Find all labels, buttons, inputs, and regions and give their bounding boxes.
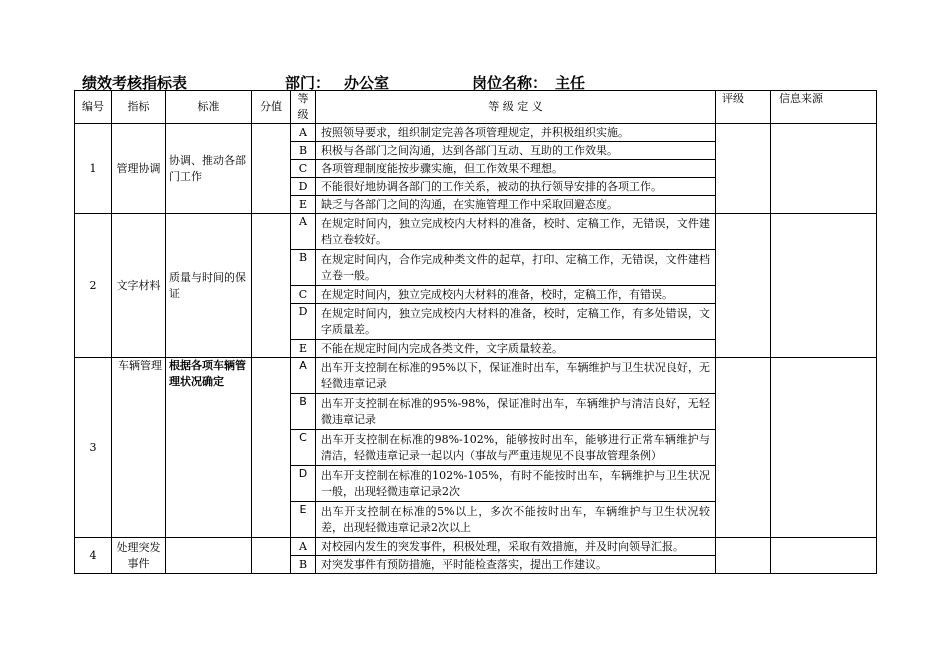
grade-cell: A <box>291 358 316 394</box>
grade-definition: 出车开支控制在标准的5%以上，多次不能按时出车，车辆维护与卫生状况较差，出现轻微违章记录2次以上 <box>316 502 716 538</box>
grade-definition: 出车开支控制在标准的102%-105%，有时不能按时出车，车辆维护与卫生状况一般，出现轻微违章记录2次 <box>316 466 716 502</box>
col-header-id: 编号 <box>75 91 112 124</box>
row-rating <box>716 214 771 358</box>
row-indicator: 管理协调 <box>112 124 166 214</box>
position-label: 岗位名称： <box>472 74 548 92</box>
grade-cell: C <box>291 430 316 466</box>
row-rating <box>716 538 771 574</box>
row-source <box>771 124 877 214</box>
grade-cell: B <box>291 394 316 430</box>
grade-definition: 在规定时间内，合作完成种类文件的起草，打印、定稿工作，无错误，文件建档立卷一般。 <box>316 250 716 286</box>
grade-cell: A <box>291 214 316 250</box>
row-score <box>252 358 291 538</box>
grade-cell: A <box>291 124 316 142</box>
col-header-rating: 评级 <box>716 91 771 124</box>
row-source <box>771 358 877 538</box>
grade-cell: E <box>291 340 316 358</box>
grade-cell: B <box>291 556 316 574</box>
table-row <box>75 538 877 556</box>
grade-cell: A <box>291 538 316 556</box>
table-row <box>75 214 877 250</box>
col-header-indicator: 指标 <box>112 91 166 124</box>
grade-definition: 在规定时间内，独立完成校内大材料的准备，校时，定稿工作，有多处错误，文字质量差。 <box>316 304 716 340</box>
col-header-definition: 等 级 定 义 <box>316 91 716 124</box>
grade-cell: D <box>291 178 316 196</box>
col-header-standard: 标准 <box>166 91 252 124</box>
row-source <box>771 538 877 574</box>
row-rating <box>716 358 771 538</box>
row-id: 2 <box>75 214 112 358</box>
row-standard: 根据各项车辆管理状况确定 <box>166 358 252 538</box>
row-indicator: 车辆管理 <box>112 358 166 538</box>
row-source <box>771 214 877 358</box>
table-row <box>75 124 877 142</box>
grade-definition: 不能在规定时间内完成各类文件，文字质量较差。 <box>316 340 716 358</box>
col-header-grade: 等级 <box>291 91 316 124</box>
row-indicator: 处理突发事件 <box>112 538 166 574</box>
grade-definition: 出车开支控制在标准的98%-102%，能够按时出车，能够进行正常车辆维护与清洁，轻微违章记录一起以内（事故与严重违规见不良事故管理条例） <box>316 430 716 466</box>
grade-cell: E <box>291 502 316 538</box>
position-value: 主任 <box>555 74 586 92</box>
grade-definition: 对校园内发生的突发事件，积极处理，采取有效措施，并及时向领导汇报。 <box>316 538 716 556</box>
row-score <box>252 214 291 358</box>
grade-cell: B <box>291 142 316 160</box>
col-header-score: 分值 <box>252 91 291 124</box>
grade-definition: 出车开支控制在标准的95%以下，保证准时出车，车辆维护与卫生状况良好，无轻微违章记录 <box>316 358 716 394</box>
row-standard: 质量与时间的保证 <box>166 214 252 358</box>
grade-cell: D <box>291 466 316 502</box>
grade-cell: E <box>291 196 316 214</box>
grade-definition: 缺乏与各部门之间的沟通，在实施管理工作中采取回避态度。 <box>316 196 716 214</box>
row-id: 4 <box>75 538 112 574</box>
grade-cell: C <box>291 160 316 178</box>
grade-definition: 积极与各部门之间沟通，达到各部门互动、互助的工作效果。 <box>316 142 716 160</box>
table-header-row <box>75 91 877 124</box>
kpi-table <box>74 90 877 574</box>
grade-definition: 在规定时间内，独立完成校内大材料的准备，校时、定稿工作，无错误，文件建档立卷较好。 <box>316 214 716 250</box>
department-value: 办公室 <box>344 74 390 92</box>
grade-definition: 各项管理制度能按步骤实施，但工作效果不理想。 <box>316 160 716 178</box>
grade-cell: C <box>291 286 316 304</box>
row-score <box>252 538 291 574</box>
department-label: 部门： <box>285 74 331 92</box>
grade-definition: 在规定时间内，独立完成校内大材料的准备，校时，定稿工作，有错误。 <box>316 286 716 304</box>
row-standard: 协调、推动各部门工作 <box>166 124 252 214</box>
grade-definition: 按照领导要求，组织制定完善各项管理规定，并积极组织实施。 <box>316 124 716 142</box>
grade-definition: 出车开支控制在标准的95%-98%，保证准时出车，车辆维护与清洁良好，无轻微违章记录 <box>316 394 716 430</box>
row-standard <box>166 538 252 574</box>
row-indicator: 文字材料 <box>112 214 166 358</box>
table-row <box>75 358 877 394</box>
row-id: 3 <box>75 358 112 538</box>
grade-definition: 不能很好地协调各部门的工作关系，被动的执行领导安排的各项工作。 <box>316 178 716 196</box>
row-id: 1 <box>75 124 112 214</box>
sheet-title: 绩效考核指标表 <box>82 74 188 92</box>
row-score <box>252 124 291 214</box>
grade-definition: 对突发事件有预防措施，平时能检查落实，提出工作建议。 <box>316 556 716 574</box>
col-header-source: 信息来源 <box>771 91 877 124</box>
grade-cell: B <box>291 250 316 286</box>
grade-cell: D <box>291 304 316 340</box>
row-rating <box>716 124 771 214</box>
